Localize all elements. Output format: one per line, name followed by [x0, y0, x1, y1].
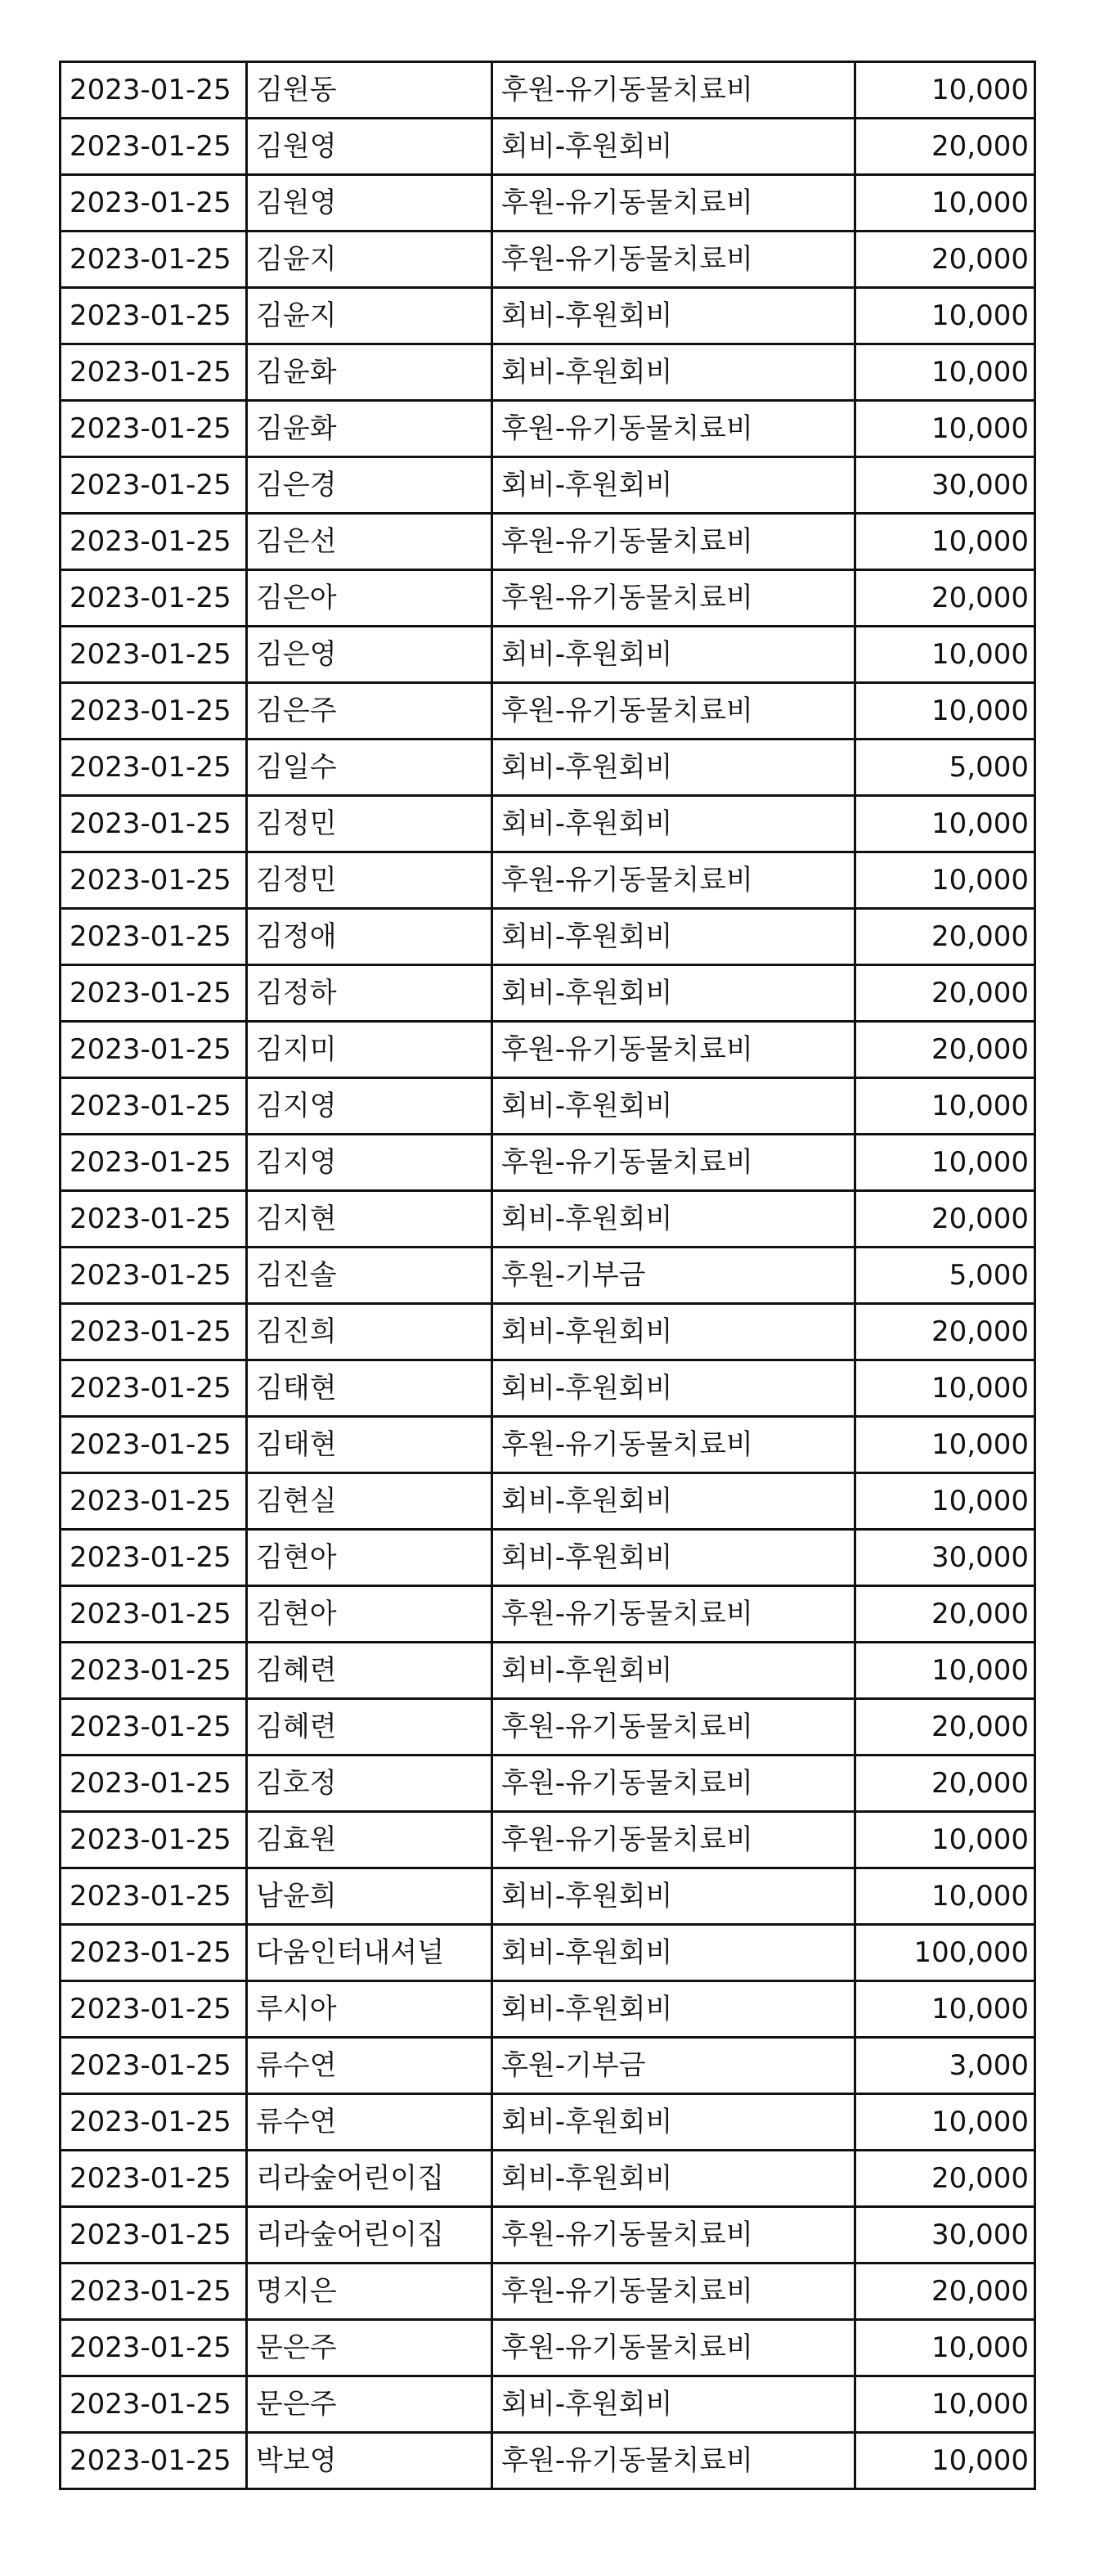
amount-cell: 20,000	[855, 1586, 1035, 1643]
date-cell: 2023-01-25	[61, 2433, 247, 2489]
amount-cell: 20,000	[855, 232, 1035, 288]
date-cell: 2023-01-25	[61, 62, 247, 119]
name-cell: 김현아	[247, 1530, 492, 1586]
name-cell: 김윤지	[247, 288, 492, 344]
name-cell: 김정하	[247, 965, 492, 1022]
amount-cell: 20,000	[855, 1756, 1035, 1812]
date-cell: 2023-01-25	[61, 1981, 247, 2038]
amount-cell: 10,000	[855, 2094, 1035, 2151]
name-cell: 김은아	[247, 570, 492, 627]
table-row	[61, 570, 1035, 627]
amount-cell: 30,000	[855, 457, 1035, 514]
date-cell: 2023-01-25	[61, 965, 247, 1022]
category-cell: 회비-후원회비	[492, 1360, 855, 1417]
date-cell: 2023-01-25	[61, 909, 247, 965]
amount-cell: 20,000	[855, 1699, 1035, 1756]
name-cell: 김태현	[247, 1417, 492, 1473]
table-row	[61, 740, 1035, 796]
name-cell: 리라숲어린이집	[247, 2207, 492, 2264]
name-cell: 김은경	[247, 457, 492, 514]
name-cell: 김은주	[247, 683, 492, 740]
name-cell: 문은주	[247, 2320, 492, 2376]
name-cell: 김현실	[247, 1473, 492, 1530]
category-cell: 회비-후원회비	[492, 1304, 855, 1360]
category-cell: 후원-유기동물치료비	[492, 232, 855, 288]
amount-cell: 20,000	[855, 2151, 1035, 2207]
category-cell: 회비-후원회비	[492, 1473, 855, 1530]
date-cell: 2023-01-25	[61, 2376, 247, 2433]
category-cell: 후원-유기동물치료비	[492, 2207, 855, 2264]
table-row	[61, 1530, 1035, 1586]
date-cell: 2023-01-25	[61, 1191, 247, 1248]
category-cell: 후원-유기동물치료비	[492, 175, 855, 232]
table-row	[61, 62, 1035, 119]
category-cell: 회비-후원회비	[492, 740, 855, 796]
amount-cell: 10,000	[855, 344, 1035, 401]
date-cell: 2023-01-25	[61, 852, 247, 909]
date-cell: 2023-01-25	[61, 1360, 247, 1417]
category-cell: 회비-후원회비	[492, 965, 855, 1022]
category-cell: 회비-후원회비	[492, 457, 855, 514]
category-cell: 후원-유기동물치료비	[492, 2433, 855, 2489]
name-cell: 김원영	[247, 175, 492, 232]
table-row	[61, 2433, 1035, 2489]
table-row	[61, 1981, 1035, 2038]
category-cell: 후원-유기동물치료비	[492, 1417, 855, 1473]
table-row	[61, 119, 1035, 175]
date-cell: 2023-01-25	[61, 288, 247, 344]
amount-cell: 10,000	[855, 1360, 1035, 1417]
amount-cell: 20,000	[855, 965, 1035, 1022]
category-cell: 회비-후원회비	[492, 119, 855, 175]
amount-cell: 20,000	[855, 119, 1035, 175]
name-cell: 명지은	[247, 2264, 492, 2320]
category-cell: 회비-후원회비	[492, 1191, 855, 1248]
category-cell: 후원-유기동물치료비	[492, 1812, 855, 1868]
category-cell: 회비-후원회비	[492, 627, 855, 683]
amount-cell: 20,000	[855, 1022, 1035, 1078]
name-cell: 김정민	[247, 796, 492, 852]
category-cell: 회비-후원회비	[492, 2376, 855, 2433]
name-cell: 류수연	[247, 2094, 492, 2151]
date-cell: 2023-01-25	[61, 2264, 247, 2320]
name-cell: 김지미	[247, 1022, 492, 1078]
table-row	[61, 401, 1035, 457]
table-row	[61, 344, 1035, 401]
date-cell: 2023-01-25	[61, 344, 247, 401]
amount-cell: 10,000	[855, 1078, 1035, 1135]
category-cell: 후원-유기동물치료비	[492, 1756, 855, 1812]
category-cell: 후원-기부금	[492, 1248, 855, 1304]
amount-cell: 10,000	[855, 175, 1035, 232]
table-row	[61, 514, 1035, 570]
name-cell: 김혜련	[247, 1643, 492, 1699]
table-row	[61, 2264, 1035, 2320]
table-row	[61, 1868, 1035, 1925]
category-cell: 회비-후원회비	[492, 2151, 855, 2207]
amount-cell: 10,000	[855, 1812, 1035, 1868]
category-cell: 회비-후원회비	[492, 796, 855, 852]
table-row	[61, 175, 1035, 232]
table-row	[61, 1417, 1035, 1473]
category-cell: 후원-유기동물치료비	[492, 2264, 855, 2320]
amount-cell: 10,000	[855, 401, 1035, 457]
table-row	[61, 1473, 1035, 1530]
table-row	[61, 909, 1035, 965]
date-cell: 2023-01-25	[61, 1643, 247, 1699]
category-cell: 후원-유기동물치료비	[492, 1699, 855, 1756]
amount-cell: 3,000	[855, 2038, 1035, 2094]
date-cell: 2023-01-25	[61, 2320, 247, 2376]
date-cell: 2023-01-25	[61, 796, 247, 852]
table-row	[61, 683, 1035, 740]
table-row	[61, 2151, 1035, 2207]
date-cell: 2023-01-25	[61, 683, 247, 740]
name-cell: 김윤지	[247, 232, 492, 288]
date-cell: 2023-01-25	[61, 1473, 247, 1530]
amount-cell: 10,000	[855, 1868, 1035, 1925]
amount-cell: 20,000	[855, 1304, 1035, 1360]
table-row	[61, 1135, 1035, 1191]
date-cell: 2023-01-25	[61, 1304, 247, 1360]
name-cell: 김진솔	[247, 1248, 492, 1304]
table-row	[61, 627, 1035, 683]
table-row	[61, 457, 1035, 514]
table-row	[61, 1191, 1035, 1248]
name-cell: 김원영	[247, 119, 492, 175]
amount-cell: 20,000	[855, 570, 1035, 627]
date-cell: 2023-01-25	[61, 1756, 247, 1812]
date-cell: 2023-01-25	[61, 401, 247, 457]
date-cell: 2023-01-25	[61, 175, 247, 232]
date-cell: 2023-01-25	[61, 1417, 247, 1473]
table-row	[61, 2207, 1035, 2264]
date-cell: 2023-01-25	[61, 1135, 247, 1191]
category-cell: 회비-후원회비	[492, 2094, 855, 2151]
table-row	[61, 1586, 1035, 1643]
table-row	[61, 1699, 1035, 1756]
table-row	[61, 1756, 1035, 1812]
category-cell: 후원-유기동물치료비	[492, 514, 855, 570]
category-cell: 후원-유기동물치료비	[492, 1022, 855, 1078]
amount-cell: 20,000	[855, 1191, 1035, 1248]
amount-cell: 10,000	[855, 2433, 1035, 2489]
table-row	[61, 2376, 1035, 2433]
date-cell: 2023-01-25	[61, 1868, 247, 1925]
category-cell: 후원-유기동물치료비	[492, 2320, 855, 2376]
table-row	[61, 288, 1035, 344]
table-row	[61, 1022, 1035, 1078]
date-cell: 2023-01-25	[61, 2151, 247, 2207]
category-cell: 회비-후원회비	[492, 1530, 855, 1586]
category-cell: 후원-기부금	[492, 2038, 855, 2094]
amount-cell: 10,000	[855, 683, 1035, 740]
ledger-body	[61, 62, 1035, 2489]
date-cell: 2023-01-25	[61, 514, 247, 570]
category-cell: 회비-후원회비	[492, 1643, 855, 1699]
table-row	[61, 1304, 1035, 1360]
table-row	[61, 2038, 1035, 2094]
amount-cell: 10,000	[855, 1417, 1035, 1473]
name-cell: 류수연	[247, 2038, 492, 2094]
date-cell: 2023-01-25	[61, 1586, 247, 1643]
date-cell: 2023-01-25	[61, 119, 247, 175]
amount-cell: 10,000	[855, 1643, 1035, 1699]
donation-ledger-table	[59, 61, 1036, 2490]
date-cell: 2023-01-25	[61, 1812, 247, 1868]
amount-cell: 5,000	[855, 1248, 1035, 1304]
name-cell: 김태현	[247, 1360, 492, 1417]
amount-cell: 30,000	[855, 2207, 1035, 2264]
date-cell: 2023-01-25	[61, 1925, 247, 1981]
category-cell: 후원-유기동물치료비	[492, 1135, 855, 1191]
amount-cell: 10,000	[855, 852, 1035, 909]
amount-cell: 10,000	[855, 62, 1035, 119]
category-cell: 후원-유기동물치료비	[492, 62, 855, 119]
date-cell: 2023-01-25	[61, 1699, 247, 1756]
table-row	[61, 1643, 1035, 1699]
name-cell: 김진희	[247, 1304, 492, 1360]
amount-cell: 20,000	[855, 909, 1035, 965]
date-cell: 2023-01-25	[61, 2207, 247, 2264]
date-cell: 2023-01-25	[61, 2094, 247, 2151]
name-cell: 김혜련	[247, 1699, 492, 1756]
category-cell: 후원-유기동물치료비	[492, 570, 855, 627]
amount-cell: 10,000	[855, 1473, 1035, 1530]
table-row	[61, 1925, 1035, 1981]
date-cell: 2023-01-25	[61, 570, 247, 627]
table-row	[61, 1078, 1035, 1135]
category-cell: 후원-유기동물치료비	[492, 852, 855, 909]
amount-cell: 10,000	[855, 1981, 1035, 2038]
name-cell: 김현아	[247, 1586, 492, 1643]
name-cell: 김정애	[247, 909, 492, 965]
name-cell: 루시아	[247, 1981, 492, 2038]
table-row	[61, 796, 1035, 852]
date-cell: 2023-01-25	[61, 232, 247, 288]
date-cell: 2023-01-25	[61, 1078, 247, 1135]
name-cell: 김정민	[247, 852, 492, 909]
name-cell: 남윤희	[247, 1868, 492, 1925]
name-cell: 김윤화	[247, 344, 492, 401]
amount-cell: 10,000	[855, 2320, 1035, 2376]
category-cell: 회비-후원회비	[492, 1078, 855, 1135]
table-row	[61, 1248, 1035, 1304]
table-row	[61, 852, 1035, 909]
date-cell: 2023-01-25	[61, 457, 247, 514]
amount-cell: 10,000	[855, 1135, 1035, 1191]
category-cell: 후원-유기동물치료비	[492, 1586, 855, 1643]
name-cell: 김지현	[247, 1191, 492, 1248]
amount-cell: 10,000	[855, 2376, 1035, 2433]
date-cell: 2023-01-25	[61, 740, 247, 796]
category-cell: 후원-유기동물치료비	[492, 683, 855, 740]
table-row	[61, 2320, 1035, 2376]
category-cell: 회비-후원회비	[492, 1868, 855, 1925]
name-cell: 김윤화	[247, 401, 492, 457]
category-cell: 후원-유기동물치료비	[492, 401, 855, 457]
amount-cell: 100,000	[855, 1925, 1035, 1981]
table-row	[61, 1812, 1035, 1868]
name-cell: 김호정	[247, 1756, 492, 1812]
date-cell: 2023-01-25	[61, 1248, 247, 1304]
amount-cell: 10,000	[855, 627, 1035, 683]
name-cell: 김지영	[247, 1135, 492, 1191]
table-row	[61, 1360, 1035, 1417]
amount-cell: 5,000	[855, 740, 1035, 796]
date-cell: 2023-01-25	[61, 1022, 247, 1078]
table-row	[61, 2094, 1035, 2151]
table-row	[61, 965, 1035, 1022]
category-cell: 회비-후원회비	[492, 909, 855, 965]
name-cell: 김은영	[247, 627, 492, 683]
name-cell: 김일수	[247, 740, 492, 796]
category-cell: 회비-후원회비	[492, 1981, 855, 2038]
name-cell: 문은주	[247, 2376, 492, 2433]
category-cell: 회비-후원회비	[492, 1925, 855, 1981]
category-cell: 회비-후원회비	[492, 288, 855, 344]
name-cell: 다움인터내셔널	[247, 1925, 492, 1981]
category-cell: 회비-후원회비	[492, 344, 855, 401]
name-cell: 김원동	[247, 62, 492, 119]
amount-cell: 10,000	[855, 514, 1035, 570]
name-cell: 김은선	[247, 514, 492, 570]
amount-cell: 10,000	[855, 288, 1035, 344]
table-row	[61, 232, 1035, 288]
name-cell: 김지영	[247, 1078, 492, 1135]
date-cell: 2023-01-25	[61, 627, 247, 683]
amount-cell: 10,000	[855, 796, 1035, 852]
name-cell: 박보영	[247, 2433, 492, 2489]
name-cell: 김효원	[247, 1812, 492, 1868]
name-cell: 리라숲어린이집	[247, 2151, 492, 2207]
amount-cell: 20,000	[855, 2264, 1035, 2320]
date-cell: 2023-01-25	[61, 2038, 247, 2094]
amount-cell: 30,000	[855, 1530, 1035, 1586]
date-cell: 2023-01-25	[61, 1530, 247, 1586]
